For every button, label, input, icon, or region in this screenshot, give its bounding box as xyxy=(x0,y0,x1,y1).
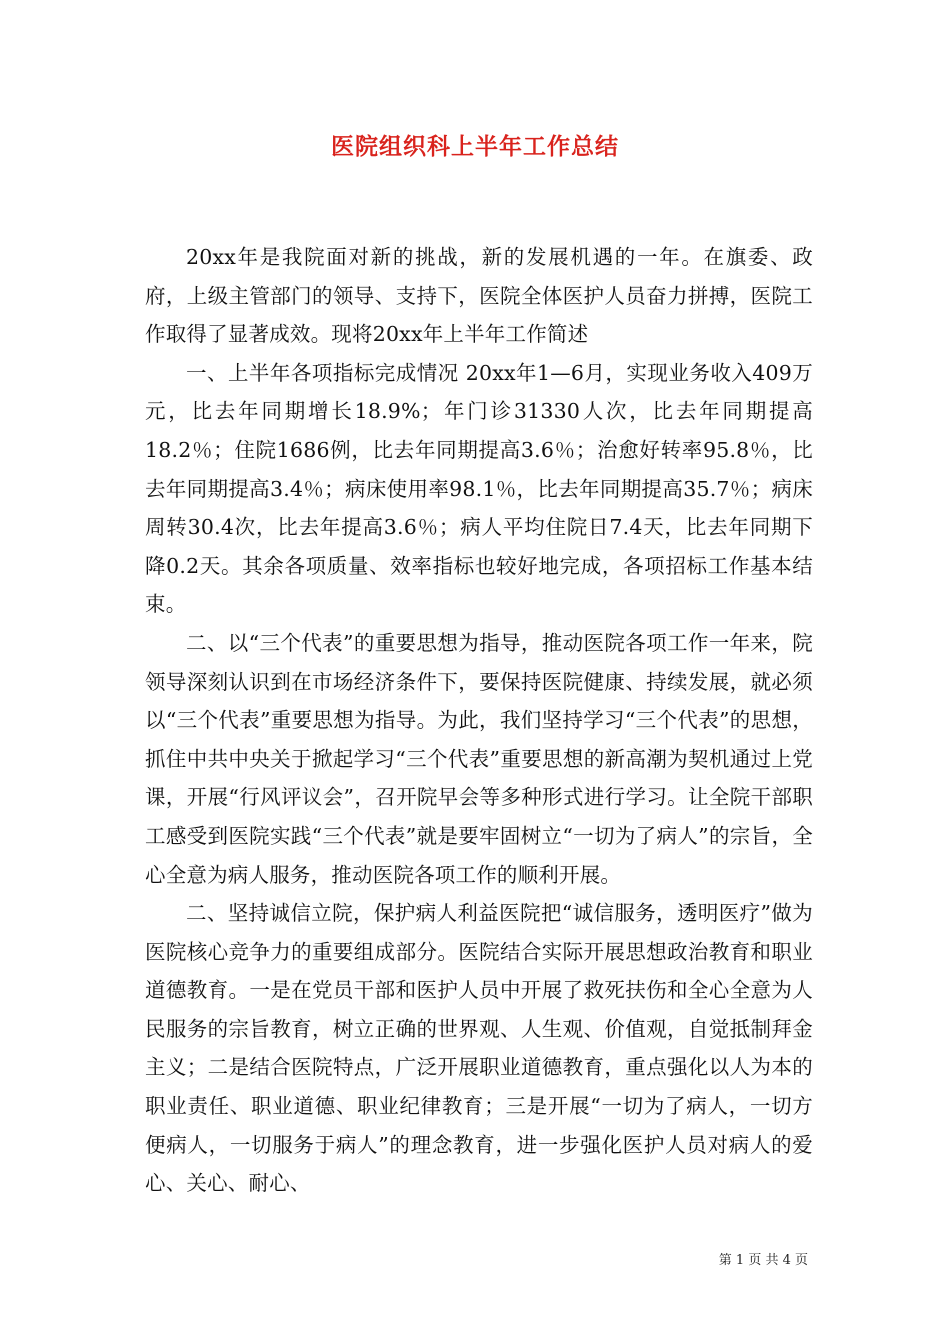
paragraph-intro: 20xx年是我院面对新的挑战，新的发展机遇的一年。在旗委、政府，上级主管部门的领导、支持下，医院全体医护人员奋力拼搏，医院工作取得了显著成效。现将20xx年上半年工作简述 xyxy=(145,245,813,347)
paragraph-integrity: 二、坚持诚信立院，保护病人利益医院把“诚信服务，透明医疗”做为医院核心竞争力的重要组成部分。医院结合实际开展思想政治教育和职业道德教育。一是在党员干部和医护人员中开展了救死扶伤和全心全意为人民服务的宗旨教育，树立正确的世界观、人生观、价值观，自觉抵制拜金主义；二是结合医院特点，广泛开展职业道德教育，重点强化以人为本的职业责任、职业道德、职业纪律教育；三是开展“一切为了病人，一切方便病人，一切服务于病人”的理念教育，进一步强化医护人员对病人的爱心、关心、耐心、 xyxy=(145,901,813,1196)
page-number: 第 1 页 共 4 页 xyxy=(718,1253,808,1268)
document-body xyxy=(145,238,813,1203)
document-title: 医院组织科上半年工作总结 xyxy=(331,133,619,160)
paragraph-indicators: 一、上半年各项指标完成情况 20xx年1—6月，实现业务收入409万元，比去年同期增长18.9%；年门诊31330人次，比去年同期提高18.2％；住院1686例，比去年同期提高3.6％；治愈好转率95.8％，比去年同期提高3.4％；病床使用率98.1％，比去年同期提高35.7％；病床周转30.4次，比去年提高3.6％；病人平均住院日7.4天，比去年同期下降0.2天。其余各项质量、效率指标也较好地完成，各项招标工作基本结束。 xyxy=(145,360,813,617)
paragraph-three-represents: 二、以“三个代表”的重要思想为指导，推动医院各项工作一年来，院领导深刻认识到在市场经济条件下，要保持医院健康、持续发展，就必须以“三个代表”重要思想为指导。为此，我们坚持学习“三个代表”的思想，抓住中共中央关于掀起学习“三个代表”重要思想的新高潮为契机通过上党课，开展“行风评议会”，召开院早会等多种形式进行学习。让全院干部职工感受到医院实践“三个代表”就是要牢固树立“一切为了病人”的宗旨，全心全意为病人服务，推动医院各项工作的顺利开展。 xyxy=(145,630,813,887)
